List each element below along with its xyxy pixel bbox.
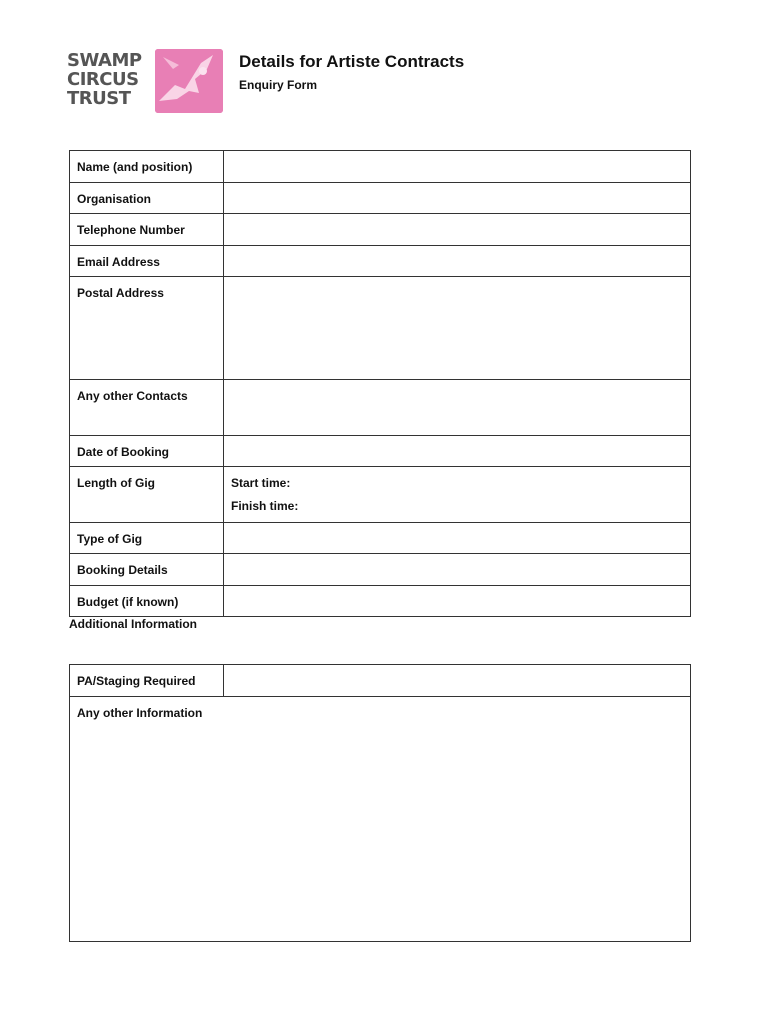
table-row [70,665,691,697]
table-row [70,586,691,617]
postal-address-label: Postal Address [70,277,224,380]
organisation-field[interactable] [224,183,691,214]
pa-staging-field[interactable] [224,665,691,697]
table-row [70,214,691,246]
budget-field[interactable] [224,586,691,617]
logo-line-2: CIRCUS [67,69,139,90]
type-of-gig-label: Type of Gig [70,523,224,554]
booking-details-label: Booking Details [70,554,224,586]
any-other-information-field[interactable] [70,697,691,942]
other-contacts-field[interactable] [224,380,691,436]
table-row [70,554,691,586]
table-row [70,183,691,214]
organisation-label: Organisation [70,183,224,214]
start-time-label: Start time: [231,476,291,490]
finish-time-label: Finish time: [231,499,299,513]
booking-details-field[interactable] [224,554,691,586]
table-row [70,436,691,467]
table-row [70,523,691,554]
postal-address-field[interactable] [224,277,691,380]
other-contacts-label: Any other Contacts [70,380,224,436]
length-of-gig-field[interactable] [224,467,691,523]
any-other-information-label: Any other Information [77,706,203,720]
table-row [70,467,691,523]
telephone-label: Telephone Number [70,214,224,246]
additional-information-heading: Additional Information [69,617,197,631]
page-subtitle: Enquiry Form [239,78,318,92]
logo-wordmark [67,51,153,108]
swamp-circus-trust-logo [67,49,223,113]
date-of-booking-label: Date of Booking [70,436,224,467]
additional-information-table [69,664,691,942]
acrobat-logo-icon [155,49,223,113]
email-field[interactable] [224,246,691,277]
length-of-gig-label: Length of Gig [70,467,224,523]
date-of-booking-field[interactable] [224,436,691,467]
name-label: Name (and position) [70,151,224,183]
type-of-gig-field[interactable] [224,523,691,554]
budget-label: Budget (if known) [70,586,224,617]
email-label: Email Address [70,246,224,277]
page-title: Details for Artiste Contracts [239,52,465,71]
pa-staging-label: PA/Staging Required [70,665,224,697]
table-row [70,246,691,277]
table-row [70,277,691,380]
table-row [70,151,691,183]
logo-line-1: SWAMP [67,50,142,71]
contract-details-table [69,150,691,617]
name-field[interactable] [224,151,691,183]
table-row [70,380,691,436]
table-row [70,697,691,942]
telephone-field[interactable] [224,214,691,246]
logo-line-3: TRUST [67,88,131,109]
